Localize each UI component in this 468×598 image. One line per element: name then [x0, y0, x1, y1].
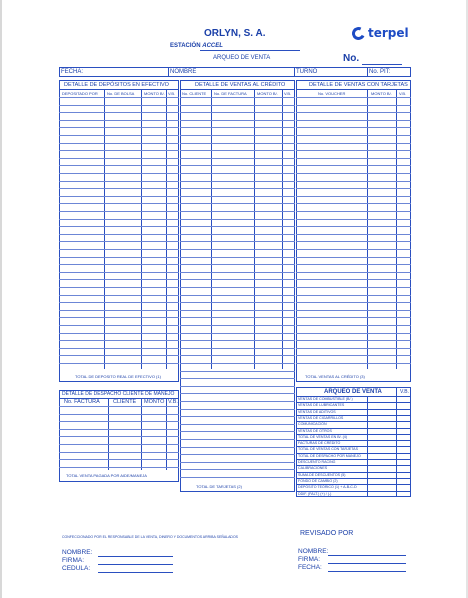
cards-row-line[interactable] — [296, 181, 411, 182]
cards-row-line[interactable] — [296, 127, 411, 128]
deposits-row-line[interactable] — [59, 97, 179, 98]
credit-row-line[interactable] — [180, 203, 295, 204]
cards-row-line[interactable] — [296, 165, 411, 166]
deposits-row-line[interactable] — [59, 333, 179, 334]
deposits-col-4: V.B. — [168, 91, 176, 96]
station-underline — [200, 50, 300, 51]
arqueo-row-label: DESCUENTO RACING — [298, 460, 336, 464]
cards-row-line[interactable] — [296, 97, 411, 98]
credit-col-1: No. CLIENTE — [182, 91, 207, 96]
cards-row-line[interactable] — [296, 203, 411, 204]
arqueo-row-label: COMUNICACIÓN — [298, 422, 327, 426]
deposits-row-line[interactable] — [59, 257, 179, 258]
cards-row-line[interactable] — [296, 105, 411, 106]
deposits-vline-2 — [141, 89, 142, 369]
credit-vline-1 — [211, 89, 212, 369]
deposits-row-line[interactable] — [59, 135, 179, 136]
credit-row-line[interactable] — [180, 257, 295, 258]
cards-col-3: V.B. — [399, 91, 407, 96]
credit-row-line[interactable] — [180, 97, 295, 98]
cards-total: TOTAL VENTAS AL CRÉDITO (3) — [305, 374, 365, 379]
credit-row-line[interactable] — [180, 165, 295, 166]
deposits-row-line[interactable] — [59, 158, 179, 159]
cards-vline-2 — [396, 89, 397, 369]
credit-row-line[interactable] — [180, 462, 295, 463]
credit-row-line[interactable] — [180, 150, 295, 151]
deposits-row-line[interactable] — [59, 272, 179, 273]
nombre-field[interactable]: NOMBRE — [170, 69, 197, 75]
credit-row-line[interactable] — [180, 348, 295, 349]
credit-row-line[interactable] — [180, 234, 295, 235]
credit-title: DETALLE DE VENTAS AL CRÉDITO — [195, 82, 286, 88]
deposits-row-line[interactable] — [59, 310, 179, 311]
right-nombre-label: NOMBRE: — [298, 548, 329, 555]
turno-field[interactable]: TURNO — [296, 69, 318, 75]
credit-row-line[interactable] — [180, 135, 295, 136]
deposits-table — [59, 80, 179, 382]
dispatch-col-2: CLIENTE — [113, 399, 137, 405]
fields-divider-3 — [367, 67, 368, 77]
arqueo-row-label: SUMA DE DESCUENTOS (5) — [298, 473, 346, 477]
credit-row-line[interactable] — [180, 112, 295, 113]
arqueo-vb: V.B. — [400, 389, 409, 395]
credit-row-line[interactable] — [180, 295, 295, 296]
dispatch-title: DETALLE DE DESPACHO CLIENTE DE MANEJO — [62, 391, 175, 397]
credit-row-line[interactable] — [180, 454, 295, 455]
dispatch-col-4: V.B. — [168, 399, 178, 405]
credit-col-3: MONTO B/. — [257, 91, 278, 96]
deposits-row-line[interactable] — [59, 325, 179, 326]
cards-row-line[interactable] — [296, 302, 411, 303]
credit-row-line[interactable] — [180, 333, 295, 334]
credit-row-line[interactable] — [180, 416, 295, 417]
cards-row-line[interactable] — [296, 135, 411, 136]
cards-row-line[interactable] — [296, 158, 411, 159]
arqueo-row-label: DEPÓSITO TEÓRICO (1) + A-B-C-D — [298, 485, 357, 489]
deposits-row-line[interactable] — [59, 181, 179, 182]
left-firma-line[interactable] — [98, 564, 173, 565]
cards-row-line[interactable] — [296, 355, 411, 356]
credit-row-line[interactable] — [180, 325, 295, 326]
credit-col-2: No. DE FACTURA — [214, 91, 247, 96]
credit-row-line[interactable] — [180, 355, 295, 356]
credit-row-line[interactable] — [180, 439, 295, 440]
deposits-vline-3 — [166, 89, 167, 369]
dispatch-row-line[interactable] — [59, 459, 179, 460]
deposits-row-line[interactable] — [59, 165, 179, 166]
arqueo-row-label: VENTAS DE ADITIVOS — [298, 410, 336, 414]
credit-row-line[interactable] — [180, 127, 295, 128]
right-firma-line[interactable] — [328, 563, 406, 564]
cards-row-line[interactable] — [296, 340, 411, 341]
credit-row-line[interactable] — [180, 279, 295, 280]
dispatch-col-1: No. FACTURA — [64, 399, 100, 405]
deposits-row-line[interactable] — [59, 363, 179, 364]
deposits-row-line[interactable] — [59, 295, 179, 296]
cards-title-line — [296, 89, 411, 90]
number-label: No. — [343, 53, 360, 64]
dispatch-row-line[interactable] — [59, 444, 179, 445]
cards-row-line[interactable] — [296, 150, 411, 151]
credit-row-line[interactable] — [180, 143, 295, 144]
arqueo-row-label: TOTAL DE VENTAS CON TARJETAS — [298, 447, 358, 451]
cards-title: DETALLE DE VENTAS CON TARJETAS — [309, 82, 408, 88]
arqueo-title: ARQUEO DE VENTA — [324, 389, 382, 395]
deposits-row-line[interactable] — [59, 211, 179, 212]
cards-row-line[interactable] — [296, 211, 411, 212]
credit-row-line[interactable] — [180, 371, 295, 372]
footer-note: CONFECCIONADO POR EL RESPONSABLE DE LA VENTA, DINERO Y DOCUMENTOS ARRIBA SEÑALADOS — [62, 535, 239, 539]
arqueo-row-label: DDIF. (FALT.) (+) / (-) — [298, 492, 332, 496]
cards-col-1: No. VOUCHER — [318, 91, 346, 96]
credit-row-line[interactable] — [180, 241, 295, 242]
deposits-row-line[interactable] — [59, 249, 179, 250]
left-firma-label: FIRMA: — [62, 557, 85, 564]
credit-row-line[interactable] — [180, 393, 295, 394]
left-cedula-label: CEDULA: — [62, 565, 91, 572]
terpel-logo — [352, 26, 409, 40]
fields-row — [59, 67, 411, 77]
terpel-logo-icon — [350, 25, 367, 42]
left-nombre-label: NOMBRE: — [62, 549, 93, 556]
credit-row-line[interactable] — [180, 188, 295, 189]
deposits-title: DETALLE DE DEPÓSITOS EN EFECTIVO — [64, 82, 169, 88]
credit-row-line[interactable] — [180, 469, 295, 470]
cards-row-line[interactable] — [296, 196, 411, 197]
terpel-logo-text: terpel — [368, 26, 409, 40]
dispatch-row-line[interactable] — [59, 467, 179, 468]
credit-row-line[interactable] — [180, 272, 295, 273]
credit-row-line[interactable] — [180, 211, 295, 212]
deposits-row-line[interactable] — [59, 355, 179, 356]
arqueo-row-label: VENTAS DE COMBUSTIBLE (B/.) — [298, 397, 353, 401]
deposits-row-line[interactable] — [59, 105, 179, 106]
credit-row-line[interactable] — [180, 386, 295, 387]
credit-row-line[interactable] — [180, 302, 295, 303]
cards-row-line[interactable] — [296, 112, 411, 113]
credit-row-line[interactable] — [180, 105, 295, 106]
cards-row-line[interactable] — [296, 264, 411, 265]
right-fecha-label: FECHA: — [298, 564, 322, 571]
left-cedula-line[interactable] — [98, 572, 173, 573]
arqueo-row-label: VENTAS DE OTROS — [298, 429, 332, 433]
deposits-row-line[interactable] — [59, 120, 179, 121]
cards-row-line[interactable] — [296, 287, 411, 288]
cards-row-line[interactable] — [296, 241, 411, 242]
deposits-row-line[interactable] — [59, 112, 179, 113]
deposits-vline-1 — [104, 89, 105, 369]
deposits-title-line — [59, 89, 179, 90]
arqueo-row-label: CALIBRACIONES — [298, 466, 328, 470]
credit-row-line[interactable] — [180, 120, 295, 121]
credit-row-line[interactable] — [180, 431, 295, 432]
arqueo-vline-2 — [396, 387, 397, 497]
cards-row-line[interactable] — [296, 120, 411, 121]
deposits-row-line[interactable] — [59, 340, 179, 341]
dispatch-row-line[interactable] — [59, 452, 179, 453]
deposits-row-line[interactable] — [59, 241, 179, 242]
arqueo-row-label: TOTAL DE VENTAS EN B/. (4) — [298, 435, 347, 439]
credit-row-line[interactable] — [180, 264, 295, 265]
document-subtitle: ARQUEO DE VENTA — [213, 55, 271, 61]
fields-divider-1 — [168, 67, 169, 77]
deposits-row-line[interactable] — [59, 264, 179, 265]
page-edge-left — [0, 0, 2, 598]
deposits-row-line[interactable] — [59, 302, 179, 303]
credit-row-line[interactable] — [180, 196, 295, 197]
cards-row-line[interactable] — [296, 143, 411, 144]
credit-col-4: V.B. — [284, 91, 292, 96]
dispatch-row-line[interactable] — [59, 421, 179, 422]
revisado-label: REVISADO POR — [300, 530, 354, 537]
deposits-col-3: MONTO B/. — [144, 91, 165, 96]
no-pit-field[interactable]: No. PIT: — [369, 69, 391, 75]
cards-row-line[interactable] — [296, 257, 411, 258]
deposits-row-line[interactable] — [59, 219, 179, 220]
deposits-row-line[interactable] — [59, 173, 179, 174]
cards-row-line[interactable] — [296, 188, 411, 189]
deposits-row-line[interactable] — [59, 150, 179, 151]
cards-row-line[interactable] — [296, 249, 411, 250]
credit-row-line[interactable] — [180, 447, 295, 448]
credit-row-line[interactable] — [180, 249, 295, 250]
deposits-row-line[interactable] — [59, 279, 179, 280]
station-value: ACCEL — [202, 43, 223, 49]
credit-row-line[interactable] — [180, 340, 295, 341]
deposits-row-line[interactable] — [59, 188, 179, 189]
right-nombre-line[interactable] — [328, 555, 406, 556]
deposits-row-line[interactable] — [59, 234, 179, 235]
right-firma-label: FIRMA: — [298, 556, 321, 563]
fecha-field[interactable]: FECHA: — [61, 69, 84, 75]
cards-row-line[interactable] — [296, 325, 411, 326]
fields-divider-2 — [294, 67, 295, 77]
credit-vline-2 — [254, 89, 255, 369]
cards-row-line[interactable] — [296, 333, 411, 334]
dispatch-row-line[interactable] — [59, 436, 179, 437]
cards-row-line[interactable] — [296, 310, 411, 311]
credit-row-line[interactable] — [180, 181, 295, 182]
dispatch-row-line[interactable] — [59, 429, 179, 430]
credit-row-line[interactable] — [180, 363, 295, 364]
deposits-row-line[interactable] — [59, 287, 179, 288]
deposits-total: TOTAL DE DEPOSITO REAL DE EFECTIVO (1) — [75, 374, 161, 379]
credit-row-line[interactable] — [180, 378, 295, 379]
cards-row-line[interactable] — [296, 348, 411, 349]
arqueo-row-label: TOTAL DE DESPACHO POR MANEJO — [298, 454, 361, 458]
company-name: ORLYN, S. A. — [204, 28, 266, 39]
cards-row-line[interactable] — [296, 363, 411, 364]
cards-table — [296, 80, 411, 382]
dispatch-total: TOTAL VENTA PAGADA POR AIDE/MANEJA — [66, 473, 147, 478]
number-underline — [362, 64, 402, 65]
cards-row-line[interactable] — [296, 272, 411, 273]
arqueo-row-label: VENTAS DE LUBRICANTES — [298, 403, 345, 407]
cards-row-line[interactable] — [296, 234, 411, 235]
credit-row-line[interactable] — [180, 173, 295, 174]
deposits-row-line[interactable] — [59, 196, 179, 197]
deposits-col-1: DEPOSITADO POR — [62, 91, 98, 96]
credit-row-line[interactable] — [180, 158, 295, 159]
cards-row-line[interactable] — [296, 279, 411, 280]
deposits-row-line[interactable] — [59, 143, 179, 144]
deposits-col-2: No. DE BOLSA — [107, 91, 135, 96]
credit-row-line[interactable] — [180, 409, 295, 410]
cards-row-line[interactable] — [296, 173, 411, 174]
credit-row-line[interactable] — [180, 317, 295, 318]
deposits-row-line[interactable] — [59, 127, 179, 128]
cards-row-line[interactable] — [296, 317, 411, 318]
deposits-row-line[interactable] — [59, 348, 179, 349]
dispatch-row-line[interactable] — [59, 406, 179, 407]
cards-col-2: MONTO B/. — [371, 91, 392, 96]
arqueo-row-label: FACTURAS DE CRÉDITO — [298, 441, 341, 445]
left-nombre-line[interactable] — [98, 556, 173, 557]
arqueo-row-label: VENTAS DE CIGARRILLOS — [298, 416, 344, 420]
cards-row-line[interactable] — [296, 226, 411, 227]
station-label — [170, 43, 223, 49]
credit-row-line[interactable] — [180, 287, 295, 288]
credit-row-line[interactable] — [180, 424, 295, 425]
station-label-text: ESTACIÓN — [170, 43, 201, 49]
credit-title-line — [180, 89, 295, 90]
cards-row-line[interactable] — [296, 219, 411, 220]
credit-row-line[interactable] — [180, 310, 295, 311]
credit-row-line[interactable] — [180, 226, 295, 227]
deposits-row-line[interactable] — [59, 203, 179, 204]
cards-row-line[interactable] — [296, 295, 411, 296]
dispatch-col-3: MONTO — [144, 399, 165, 405]
deposits-row-line[interactable] — [59, 317, 179, 318]
right-fecha-line[interactable] — [328, 571, 406, 572]
credit-total: TOTAL DE TARJETAS (2) — [196, 484, 242, 489]
arqueo-row-label: FONDO DE CAMBIO (2) — [298, 479, 338, 483]
deposits-row-line[interactable] — [59, 226, 179, 227]
credit-row-line[interactable] — [180, 477, 295, 478]
credit-row-line[interactable] — [180, 219, 295, 220]
credit-vline-3 — [282, 89, 283, 369]
cards-vline-1 — [367, 89, 368, 369]
dispatch-row-line[interactable] — [59, 414, 179, 415]
credit-row-line[interactable] — [180, 401, 295, 402]
